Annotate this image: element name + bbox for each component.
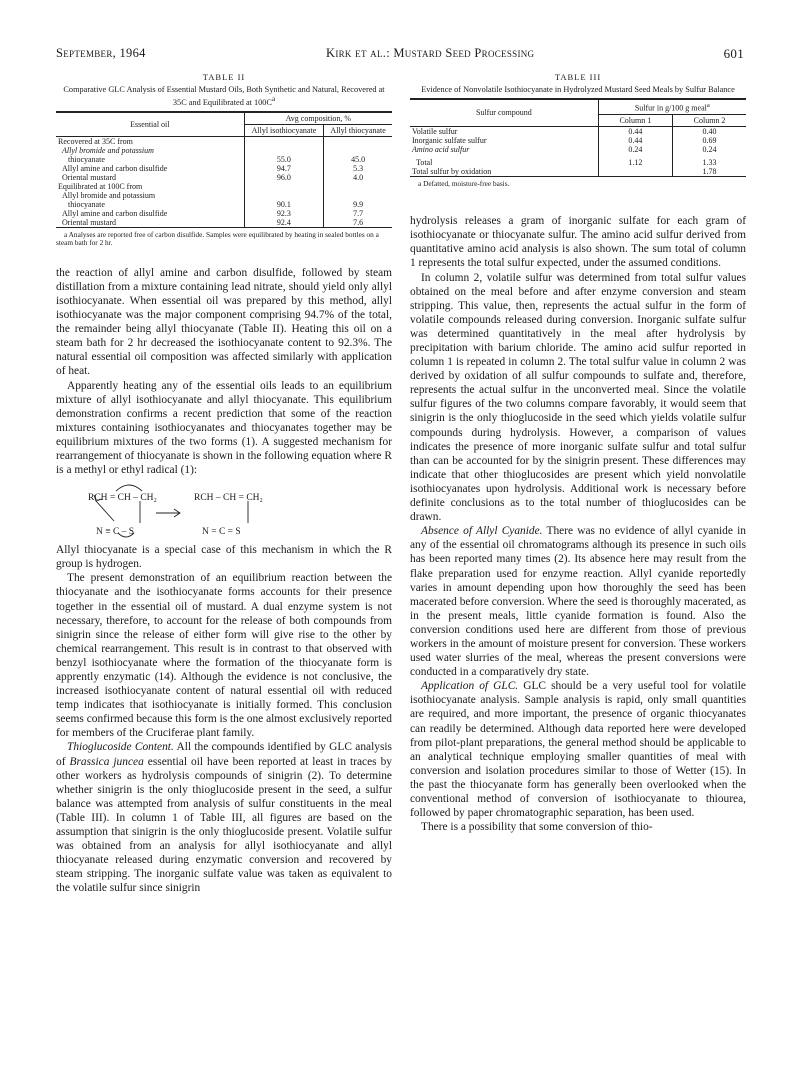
table-2-row: [56, 182, 392, 191]
table-2-cell: [324, 136, 392, 146]
header-date: September, 1964: [56, 46, 146, 60]
table-2-row-label: thiocyanate: [56, 155, 244, 164]
rearrangement-equation: [56, 481, 392, 541]
table-3-row: [410, 154, 746, 167]
table-2-cell: 92.3: [244, 209, 324, 218]
table-2-row: [56, 218, 392, 228]
table-2-cell: 4.0: [353, 172, 364, 182]
table-2-row-label: Allyl bromide and potassium: [56, 146, 244, 155]
table-2-cell: 96.0: [244, 173, 324, 182]
table-3-row-label: Total: [410, 154, 598, 167]
table-3-row: [410, 145, 746, 154]
table-2-row-header: Essential oil: [56, 112, 244, 137]
table-3-cell: 0.44: [598, 126, 672, 136]
table-3-row: [410, 126, 746, 136]
table-3-row-label: Volatile sulfur: [410, 126, 598, 136]
table-2-cell: 55.0: [244, 155, 324, 164]
table-2-row-label: Oriental mustard: [56, 218, 244, 228]
paragraph: The present demonstration of an equilibrium reaction between the thiocyanate and the isothiocyanate forms accounts for their presence together in the essential oil of mustard. A dual enzyme system is not necessary, therefore, to account for the release of both compounds from sinigrin since the release of either form will give rise to the other by chemical rearrangement. This result is in contrast to that observed with benzyl isothiocyanate where the formation of the thiocyanate form is apprently enzymatic (14). Although the evidence is not conclusive, the increased isothiocyanate content of natural essential oil with reduced temp indicates that isothiocyanate is initially formed. This conclusion seems confirmed because this form is the one almost exclusively reported for members of the Cruciferae plant family.: [56, 572, 392, 740]
table-3-caption: Evidence of Nonvolatile Isothiocyanate in Hydrolyzed Mustard Seed Meals by Sulfur Balance: [421, 85, 735, 94]
table-3-row-label: Inorganic sulfate sulfur: [410, 136, 598, 145]
right-body: [410, 214, 746, 834]
section-heading: Application of GLC.: [421, 680, 519, 693]
paragraph: the reaction of allyl amine and carbon disulfide, followed by steam distillation from a mixture containing lead nitrate, should yield only allyl isothiocyanate. When essential oil was prepared by this method, allyl isothiocyanate was the major component comprising 94.7% of the total, the remainder being allyl thiocyanate (Table II). Heating this oil on a steam bath for 2 hr decreased the isothiocyanate content to 92.3%. The natural essential oil composition was affected similarly with application of heat.: [56, 266, 392, 378]
table-2-row: [56, 136, 392, 146]
section-heading: Thioglucoside Content.: [67, 741, 174, 754]
table-2-cell: [324, 182, 392, 191]
table-2-row: [56, 146, 392, 155]
table-2-cell: 7.6: [324, 218, 392, 228]
table-2-cell: [244, 182, 324, 191]
table-3-cell: 0.24: [598, 145, 672, 154]
table-3-grid: [410, 98, 746, 177]
paragraph: hydrolysis releases a gram of inorganic sulfate for each gram of isothiocyanate or thiocyanate sulfur. The amino acid sulfur derived from quantitative amino acid analysis is also shown. The sum total of column 1 represents the total sulfur expected, under the assumed conditions.: [410, 215, 746, 270]
table-3-row-label: Total sulfur by oxidation: [410, 167, 598, 177]
table-2-footnote: a Analyses are reported free of carbon disulfide. Samples were equilibrated by heating in sealed bottles on a steam bath for 2 hr.: [56, 229, 379, 248]
page-number: 601: [723, 46, 744, 61]
table-2-cell: [244, 146, 324, 155]
table-2-cell: 7.7: [353, 208, 364, 218]
equation-left-bottom: N ≡ C – S: [96, 527, 135, 538]
equation-right-top: RCH – CH = CH₂: [194, 493, 263, 504]
table-3-row: [410, 167, 746, 177]
table-3-cell: 1.78: [673, 167, 746, 177]
table-2-col2-header: Allyl thiocyanate: [324, 124, 392, 136]
table-2-row: [56, 200, 392, 209]
equation-right-bottom: N = C = S: [202, 527, 241, 538]
paragraph: Allyl thiocyanate is a special case of this mechanism in which the R group is hydrogen.: [56, 544, 392, 571]
section-heading: Absence of Allyl Cyanide.: [421, 525, 543, 538]
table-2-row-label: Allyl amine and carbon disulfide: [56, 209, 244, 218]
table-2-caption: Comparative GLC Analysis of Essential Mustard Oils, Both Synthetic and Natural, Recovered at 35C and Equilibrated at $100C^a$: [63, 85, 385, 107]
paragraph: Apparently heating any of the essential oils leads to an equilibrium mixture of allyl isothiocyanate and allyl thiocyanate. This equilibrium demonstration confirms a recent prediction that some of the reaction mixtures containing isothiocyanates and thiocyanates together may be equilibrium mixtures of the two forms (1). A suggested mechanism for rearrangement of thiocyanate is shown in the following equation where R is a methyl or ethyl radical (1):: [56, 379, 392, 477]
table-2: [56, 72, 392, 248]
table-3-row-header: Sulfur compound: [410, 99, 598, 126]
table-2-row: [56, 164, 392, 173]
table-3-cell: 1.33: [702, 157, 717, 167]
table-3-col-group: Sulfur in g/100 g meal$^a$: [598, 99, 746, 114]
table-2-row-label: Allyl bromide and potassium: [56, 191, 244, 200]
table-2-row-label: Oriental mustard: [56, 173, 244, 182]
table-3: [410, 72, 746, 188]
table-2-row: [56, 173, 392, 182]
table-2-cell: [244, 136, 324, 146]
table-2-row-label: Allyl amine and carbon disulfide: [56, 164, 244, 173]
table-3-label: TABLE III: [554, 72, 602, 82]
table-2-cell: 9.9: [353, 199, 364, 209]
table-3-col1-header: Column 1: [598, 114, 672, 126]
paragraph: Application of GLC. GLC should be a very useful tool for volatile isothiocyanate analysis. Sample analysis is rapid, only small quantities are required, and more important, the presence of organic thiocyanates can readily be determined. Although data reported here were developed from pilot-plant preparations, the general method should be applicable to an analytical technique employing smaller quantities of meal with conversion and isolation procedures similar to those of Wetter (15). In the past the thiocyanate form has generally been overlooked when the conventional method of conversion of isothiocyanate to thiourea, followed by paper chromatographic separation, has been used.: [410, 680, 746, 820]
species-name: Brassica juncea: [69, 755, 144, 768]
table-3-cell: 0.40: [702, 126, 717, 136]
table-2-cell: 94.7: [244, 164, 324, 173]
table-2-cell: [324, 146, 392, 155]
header-title: Kirk et al.: Mustard Seed Processing: [326, 46, 535, 60]
paragraph: There is a possibility that some conversion of thio-: [421, 821, 653, 834]
table-3-col2-header: Column 2: [673, 114, 746, 126]
table-2-row: [56, 191, 392, 200]
left-body: [56, 266, 392, 896]
table-3-cell: 0.44: [598, 136, 672, 145]
table-2-row: [56, 209, 392, 218]
table-2-grid: [56, 111, 392, 228]
paragraph: Thioglucoside Content. All the compounds identified by GLC analysis of Brassica juncea essential oil have been reported at least in traces by other workers as hydrolysis compounds of sinigrin (2). To determine whether sinigrin is the only thioglucoside present in the seed, a sulfur balance was attempted from analysis of sulfur constituents in the meal (Table III). In column 1 of Table III, all figures are based on the assumption that sinigrin is the only thioglucoside present. Volatile sulfur was obtained from an analysis for allyl isothiocyanate and allyl thiocyanate released during enzymatic conversion and recovered by steam stripping. The inorganic sulfate value was taken as equivalent to the volatile sulfur since sinigrin: [56, 741, 392, 895]
table-3-row: [410, 136, 746, 145]
right-column: [410, 72, 746, 834]
table-3-cell: 0.24: [702, 144, 717, 154]
table-2-label: TABLE II: [202, 72, 246, 82]
equation-left-top: RCH = CH – CH₂: [88, 493, 157, 504]
table-2-row-label: Equilibrated at 100C from: [56, 182, 244, 191]
table-2-row: [56, 155, 392, 164]
table-3-cell: 1.12: [598, 154, 672, 167]
table-2-cell: 45.0: [351, 154, 366, 164]
table-2-cell: [324, 191, 392, 200]
paragraph: In column 2, volatile sulfur was determined from total sulfur values obtained on the meal before and after enzyme conversion and steam stripping. This value, then, represents the actual sulfur in the form of volatile compounds released during conversion. Inorganic sulfate sulfur was determined quantitatively in the meal after hydrolysis by precipitation with barium chloride. The amino acid sulfur reported in column 1 is repeated in column 2. The total sulfur value in column 2 was derived by oxidation of all sulfur compounds to sulfate and, therefore, represents the actual sulfur in the unconverted meal. Since the volatile sulfur figures of the two columns compare favorably, it would seem that sinigrin is the only thioglucoside in the seed which yields volatile sulfur compounds during hydrolysis. However, a comparison of values indicates the presence of more inorganic sulfate sulfur and total sulfur than can be accounted for by the sinigrin present. These differences may indicate that other thioglucosides are present which yield nonvolatile isothiocyanates upon hydrolysis. Additional work is necessary before definite conclusions as to the total number of thioglucosides can be drawn.: [410, 271, 746, 524]
left-column: [56, 72, 392, 896]
paragraph: Absence of Allyl Cyanide. There was no evidence of allyl cyanide in any of the essential oil chromatograms although its presence in such oils has been reported many times (2). Its absence here may result from the flake preparation used for enzyme reaction. Allyl cyanide reportedly varies in amount depending upon how thoroughly the seed has been macerated before conversion. Where the seed is thoroughly macerated, as in the present meals, little cyanide formation is found. Also the conversion conditions used here are different from those of previous workers in the amount of moisture present for conversion. These workers used water slurries of the meal, whereas the present conversions were conducted in a comparatively dry state.: [410, 525, 746, 679]
table-3-cell: [598, 167, 672, 177]
table-2-cell: 5.3: [353, 163, 364, 173]
table-2-col1-header: Allyl isothiocyanate: [244, 124, 324, 136]
table-3-row-label: Amino acid sulfur: [410, 145, 598, 154]
table-2-row-label: thiocyanate: [56, 200, 244, 209]
table-2-cell: 90.1: [244, 200, 324, 209]
table-2-row-label: Recovered at 35C from: [56, 136, 244, 146]
running-header: [56, 46, 744, 62]
table-2-cell: 92.4: [244, 218, 324, 228]
table-3-footnote: a Defatted, moisture-free basis.: [418, 178, 510, 188]
table-3-cell: 0.69: [702, 135, 717, 145]
table-2-cell: [244, 191, 324, 200]
table-2-col-group: Avg composition, %: [244, 112, 392, 125]
